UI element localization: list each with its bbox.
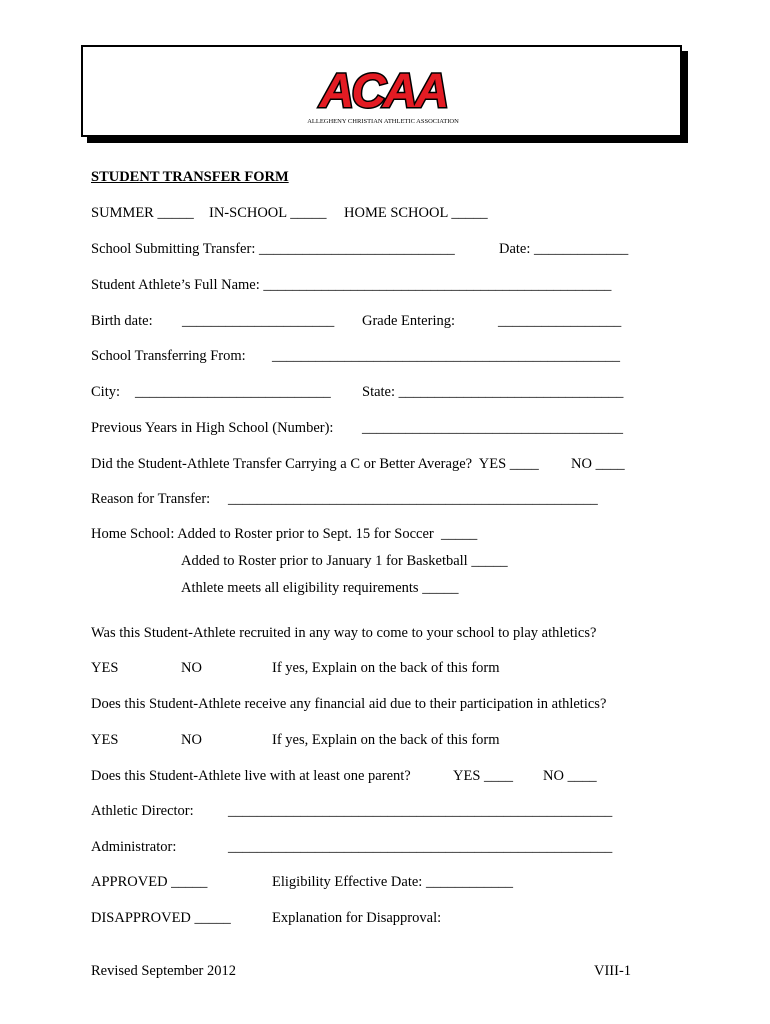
footer-revised: Revised September 2012 xyxy=(91,963,236,979)
home-eligibility[interactable]: Athlete meets all eligibility requirements _____ xyxy=(181,580,459,596)
home-basketball[interactable]: Added to Roster prior to January 1 for Basketball _____ xyxy=(181,553,508,569)
prev-years-field[interactable]: ____________________________________ xyxy=(362,420,623,436)
form-title: STUDENT TRANSFER FORM xyxy=(91,169,289,185)
state-field[interactable]: State: _______________________________ xyxy=(362,384,624,400)
financial-yes[interactable]: YES xyxy=(91,732,119,748)
grade-label: Grade Entering: xyxy=(362,313,456,329)
logo-text: ACAA xyxy=(319,65,447,118)
financial-explain: If yes, Explain on the back of this form xyxy=(272,732,500,748)
logo-subtitle: ALLEGHENY CHRISTIAN ATHLETIC ASSOCIATION xyxy=(307,118,459,125)
school-submitting-field[interactable]: School Submitting Transfer: ___________________________ xyxy=(91,241,455,257)
transfer-from-field[interactable]: ________________________________________________ xyxy=(272,348,620,364)
recruited-explain: If yes, Explain on the back of this form xyxy=(272,660,500,676)
recruited-yes[interactable]: YES xyxy=(91,660,119,676)
home-soccer[interactable]: Home School: Added to Roster prior to Sept. 15 for Soccer _____ xyxy=(91,526,478,542)
footer-page-number: VIII-1 xyxy=(594,963,632,979)
parent-yes[interactable]: YES ____ xyxy=(453,768,514,784)
prev-years-label: Previous Years in High School (Number): xyxy=(91,420,334,436)
approved-field[interactable]: APPROVED _____ xyxy=(91,874,208,890)
athletic-director-field[interactable]: _____________________________________________________ xyxy=(228,803,613,819)
administrator-field[interactable]: _____________________________________________________ xyxy=(228,839,613,855)
recruited-question: Was this Student-Athlete recruited in any way to come to your school to play athletics? xyxy=(91,625,597,641)
reason-label: Reason for Transfer: xyxy=(91,491,211,507)
eligibility-date-field[interactable]: Eligibility Effective Date: ____________ xyxy=(272,874,513,890)
parent-no[interactable]: NO ____ xyxy=(543,768,597,784)
season-summer[interactable]: SUMMER _____ xyxy=(91,205,194,221)
acaa-logo xyxy=(303,63,463,125)
full-name-field[interactable]: Student Athlete’s Full Name: ________________________________________________ xyxy=(91,277,612,293)
disapproved-field[interactable]: DISAPPROVED _____ xyxy=(91,910,231,926)
parent-question: Does this Student-Athlete live with at least one parent? xyxy=(91,768,411,784)
recruited-no[interactable]: NO xyxy=(181,660,202,676)
c-average-question[interactable]: Did the Student-Athlete Transfer Carrying a C or Better Average? YES ____ xyxy=(91,456,539,472)
grade-field[interactable]: _________________ xyxy=(498,313,622,329)
disapproval-explanation-label: Explanation for Disapproval: xyxy=(272,910,442,926)
athletic-director-label: Athletic Director: xyxy=(91,803,194,819)
reason-field[interactable]: ___________________________________________________ xyxy=(228,491,598,507)
birth-date-label: Birth date: xyxy=(91,313,153,329)
birth-date-field[interactable]: _____________________ xyxy=(182,313,335,329)
financial-question: Does this Student-Athlete receive any financial aid due to their participation in athletics? xyxy=(91,696,607,712)
season-inschool[interactable]: IN-SCHOOL _____ xyxy=(209,205,327,221)
administrator-label: Administrator: xyxy=(91,839,177,855)
date-field[interactable]: Date: _____________ xyxy=(499,241,629,257)
financial-no[interactable]: NO xyxy=(181,732,202,748)
season-homeschool[interactable]: HOME SCHOOL _____ xyxy=(344,205,488,221)
city-field[interactable]: ___________________________ xyxy=(135,384,331,400)
city-label: City: xyxy=(91,384,121,400)
transfer-from-label: School Transferring From: xyxy=(91,348,246,364)
header-logo-box xyxy=(81,45,682,137)
c-average-no[interactable]: NO ____ xyxy=(571,456,625,472)
